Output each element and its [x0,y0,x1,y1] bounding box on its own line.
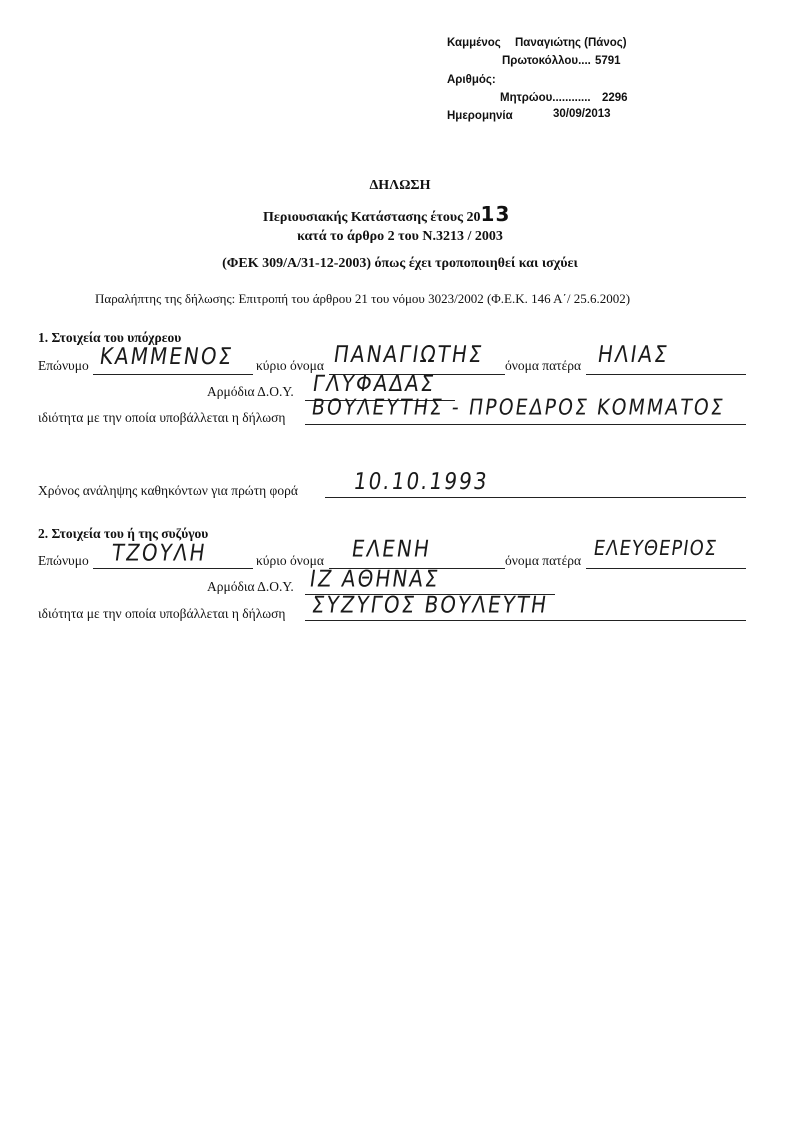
title-line-3: (ΦΕΚ 309/Α/31-12-2003) όπως έχει τροποποιηθεί και ισχύει [222,256,578,271]
s1-father-label: όνομα πατέρα [505,358,582,373]
s1-surname-label: Επώνυμο [38,358,89,373]
s2-father-line [586,568,746,569]
s1-taxoffice-value: ΓΛΥΦΑΔΑΣ [311,369,438,397]
page-title: ΔΗΛΩΣΗ [369,178,431,193]
s1-father-line [586,374,746,375]
s1-capacity-label: ιδιότητα με την οποία υποβάλλεται η δήλωση [38,410,286,425]
s1-surname-line [93,374,253,375]
s1-capacity-line [305,424,746,425]
header-name-label: Καμμένος [447,37,501,49]
header-protocol-label: Πρωτοκόλλου.... [502,55,591,67]
s2-surname-line [93,568,253,569]
title-year-handwritten: 13 [480,202,511,226]
s2-surname-label: Επώνυμο [38,553,89,568]
s1-start-label: Χρόνος ανάληψης καθηκόντων για πρώτη φορά [38,483,298,498]
s2-firstname-value: ΕΛΕΝΗ [350,534,433,562]
section1-heading: 1. Στοιχεία του υπόχρεου [38,330,182,345]
s1-surname-value: ΚΑΜΜΕΝΟΣ [98,342,236,370]
header-protocol-value: 5791 [595,55,621,67]
recipient-text: Παραλήπτης της δήλωσης: Επιτροπή του άρθρου 21 του νόμου 3023/2002 (Φ.Ε.Κ. 146 Α΄/ 25.6.2002) [95,291,631,306]
section2-heading: 2. Στοιχεία του ή της συζύγου [38,526,209,541]
s2-surname-value: ΤΖΟΥΛΗ [110,538,209,566]
header-registry-label: Μητρώου............ [500,92,591,104]
header-number-label: Αριθμός: [447,74,496,86]
title-line-1 [263,202,510,226]
title-line-1-text: Περιουσιακής Κατάστασης έτους 20 [263,210,481,225]
s2-father-value: ΕΛΕΥΘΕΡΙΟΣ [592,536,719,561]
s1-firstname-label: κύριο όνομα [256,358,324,373]
header-date-label: Ημερομηνία [447,110,513,122]
s1-capacity-value: ΒΟΥΛΕΥΤΗΣ - ΠΡΟΕΔΡΟΣ ΚΟΜΜΑΤΟΣ [310,394,727,420]
title-line-2: κατά το άρθρο 2 του Ν.3213 / 2003 [297,229,503,244]
s2-taxoffice-value: ΙΖ ΑΘΗΝΑΣ [308,564,442,592]
s1-taxoffice-label: Αρμόδια Δ.Ο.Υ. [207,384,294,399]
header-name-value: Παναγιώτης (Πάνος) [515,37,627,49]
s2-father-label: όνομα πατέρα [505,553,582,568]
s2-capacity-line [305,620,746,621]
s1-father-value: ΗΛΙΑΣ [596,340,671,368]
s2-capacity-label: ιδιότητα με την οποία υποβάλλεται η δήλωση [38,606,286,621]
s2-firstname-label: κύριο όνομα [256,553,324,568]
s1-firstname-value: ΠΑΝΑΓΙΩΤΗΣ [332,340,486,368]
s1-start-value: 10.10.1993 [352,467,491,495]
header-date-value: 30/09/2013 [553,108,611,120]
s2-capacity-value: ΣΥΖΥΓΟΣ ΒΟΥΛΕΥΤΗ [310,590,551,618]
s1-start-line [325,497,746,498]
header-registry-value: 2296 [602,92,628,104]
s2-taxoffice-label: Αρμόδια Δ.Ο.Υ. [207,579,294,594]
